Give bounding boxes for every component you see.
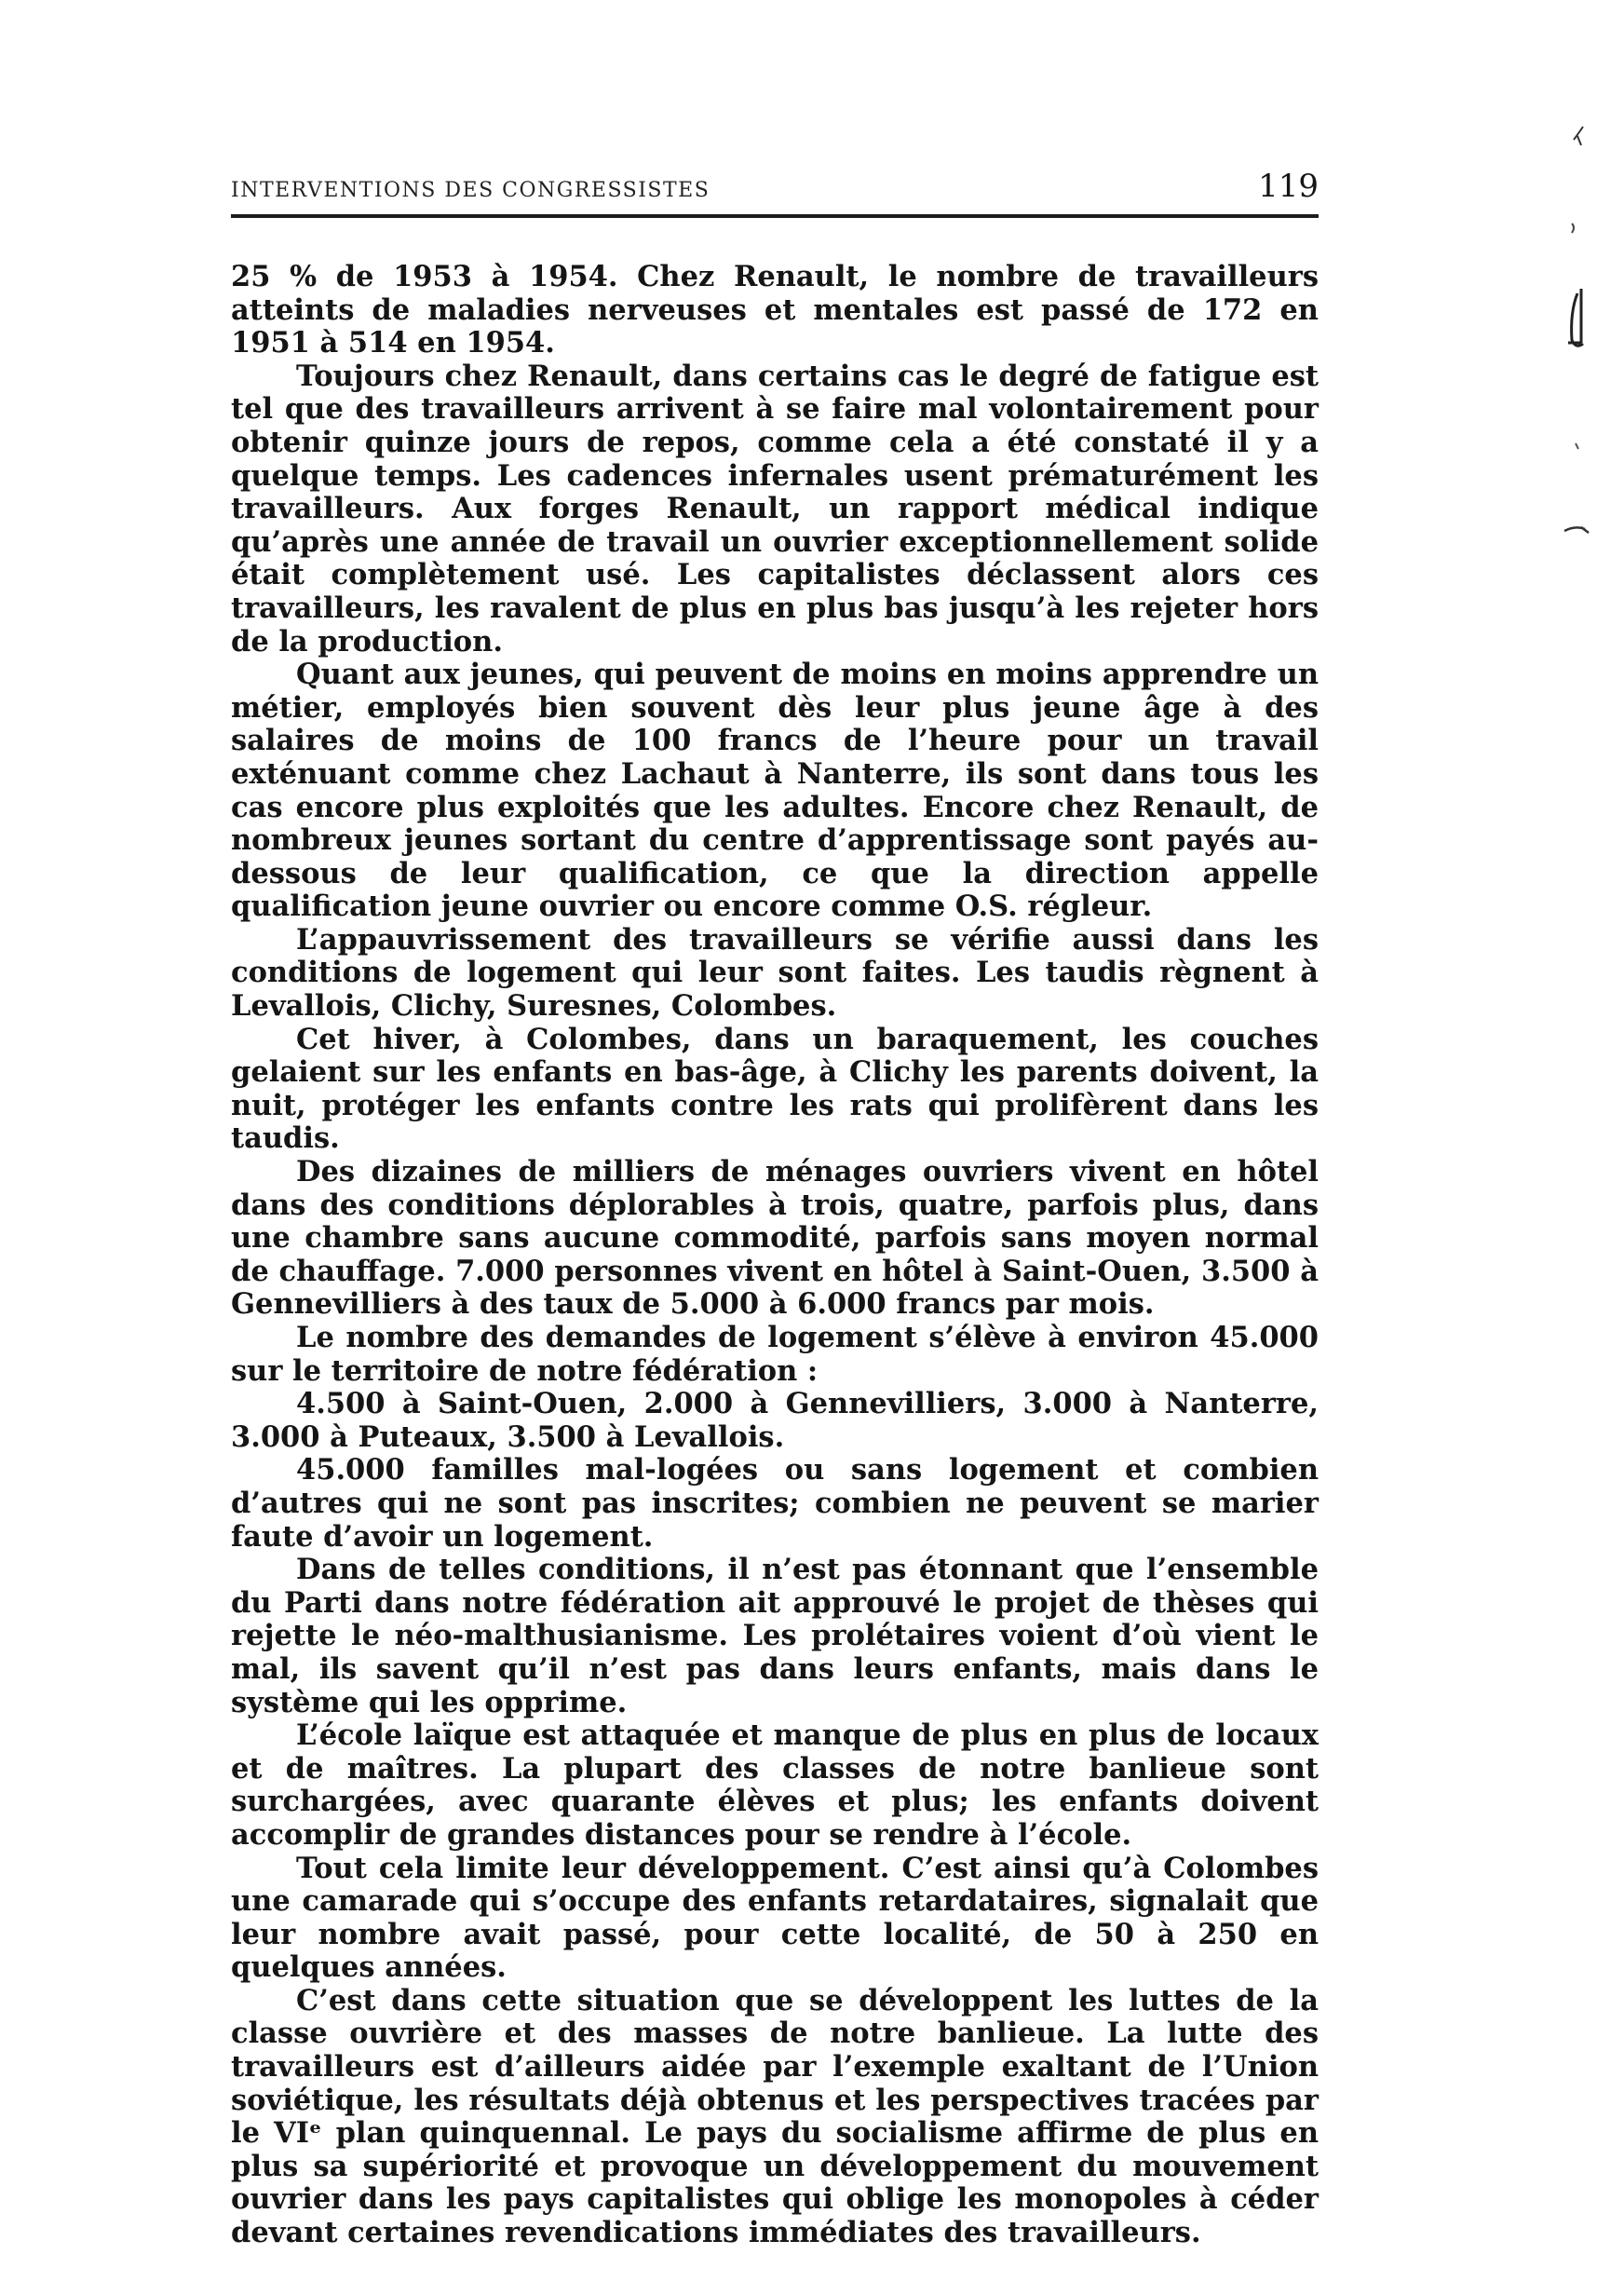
running-head: INTERVENTIONS DES CONGRESSISTES <box>231 179 710 202</box>
paragraph: C’est dans cette situation que se développent les luttes de la classe ouvrière et des masses de notre banlieue. La lutte des travailleurs est d’ailleurs aidée par l’exemple exaltant de l’Union soviétique, les résultats déjà obtenus et les perspectives tracées par le VIᵉ plan quinquennal. Le pays du socialisme affirme de plus en plus sa supériorité et provoque un développement du mouvement ouvrier dans les pays capitalistes qui oblige les monopoles à céder devant certaines revendications immédiates des travailleurs. <box>231 1983 1319 2250</box>
body-text <box>231 261 1319 2250</box>
pen-mark <box>1574 127 1583 145</box>
paragraph: Tout cela limite leur développement. C’est ainsi qu’à Colombes une camarade qui s’occupe des enfants retardataires, signalait que leur nombre avait passé, pour cette localité, de 50 à 250 en quelques années. <box>231 1851 1319 1985</box>
pen-mark <box>1576 443 1578 449</box>
margin-pen-marks <box>1546 121 1611 568</box>
paragraph: Des dizaines de milliers de ménages ouvriers vivent en hôtel dans des conditions déplorables à trois, quatre, parfois plus, dans une chambre sans aucune commodité, parfois sans moyen normal de chauffage. 7.000 personnes vivent en hôtel à Saint-Ouen, 3.500 à Gennevilliers à des taux de 5.000 à 6.000 francs par mois. <box>231 1155 1319 1322</box>
pen-mark <box>1564 527 1589 533</box>
page-number: 119 <box>1258 168 1319 205</box>
paragraph: Le nombre des demandes de logement s’élève à environ 45.000 sur le territoire de notre fédération : <box>231 1321 1319 1388</box>
paragraph: 25 % de 1953 à 1954. Chez Renault, le nombre de travailleurs atteints de maladies nerveuses et mentales est passé de 172 en 1951 à 514 en 1954. <box>231 260 1319 360</box>
paragraph: L’école laïque est attaquée et manque de plus en plus de locaux et de maîtres. La plupart des classes de notre banlieue sont surchargées, avec quarante élèves et plus; les enfants doivent accomplir de grandes distances pour se rendre à l’école. <box>231 1718 1319 1852</box>
paragraph: Dans de telles conditions, il n’est pas étonnant que l’ensemble du Parti dans notre fédération ait approuvé le projet de thèses qui rejette le néo-malthusianisme. Les prolétaires voient d’où vient le mal, ils savent qu’il n’est pas dans leurs enfants, mais dans le système qui les opprime. <box>231 1553 1319 1719</box>
paragraph: 45.000 familles mal-logées ou sans logement et combien d’autres qui ne sont pas inscrites; combien ne peuvent se marier faute d’avoir un logement. <box>231 1453 1319 1554</box>
pen-mark <box>1572 224 1574 233</box>
page-header <box>231 160 1319 218</box>
paragraph: Toujours chez Renault, dans certains cas le degré de fatigue est tel que des travailleurs arrivent à se faire mal volontairement pour obtenir quinze jours de repos, comme cela a été constaté il y a quelque temps. Les cadences infernales usent prématurément les travailleurs. Aux forges Renault, un rapport médical indique qu’après une année de travail un ouvrier exceptionnellement solide était complètement usé. Les capitalistes déclassent alors ces travailleurs, les ravalent de plus en plus bas jusqu’à les rejeter hors de la production. <box>231 359 1319 659</box>
paragraph: Cet hiver, à Colombes, dans un baraquement, les couches gelaient sur les enfants en bas-âge, à Clichy les parents doivent, la nuit, protéger les enfants contre les rats qui prolifèrent dans les taudis. <box>231 1022 1319 1156</box>
paragraph: 4.500 à Saint-Ouen, 2.000 à Gennevilliers, 3.000 à Nanterre, 3.000 à Puteaux, 3.500 à Levallois. <box>231 1387 1319 1454</box>
paragraph: Quant aux jeunes, qui peuvent de moins en moins apprendre un métier, employés bien souvent dès leur plus jeune âge à des salaires de moins de 100 francs de l’heure pour un travail exténuant comme chez Lachaut à Nanterre, ils sont dans tous les cas encore plus exploités que les adultes. Encore chez Renault, de nombreux jeunes sortant du centre d’apprentissage sont payés au-dessous de leur qualification, ce que la direction appelle qualification jeune ouvrier ou encore comme O.S. régleur. <box>231 658 1319 924</box>
paragraph: L’appauvrissement des travailleurs se vérifie aussi dans les conditions de logement qui leur sont faites. Les taudis règnent à Levallois, Clichy, Suresnes, Colombes. <box>231 922 1319 1024</box>
pen-mark <box>1568 289 1583 346</box>
